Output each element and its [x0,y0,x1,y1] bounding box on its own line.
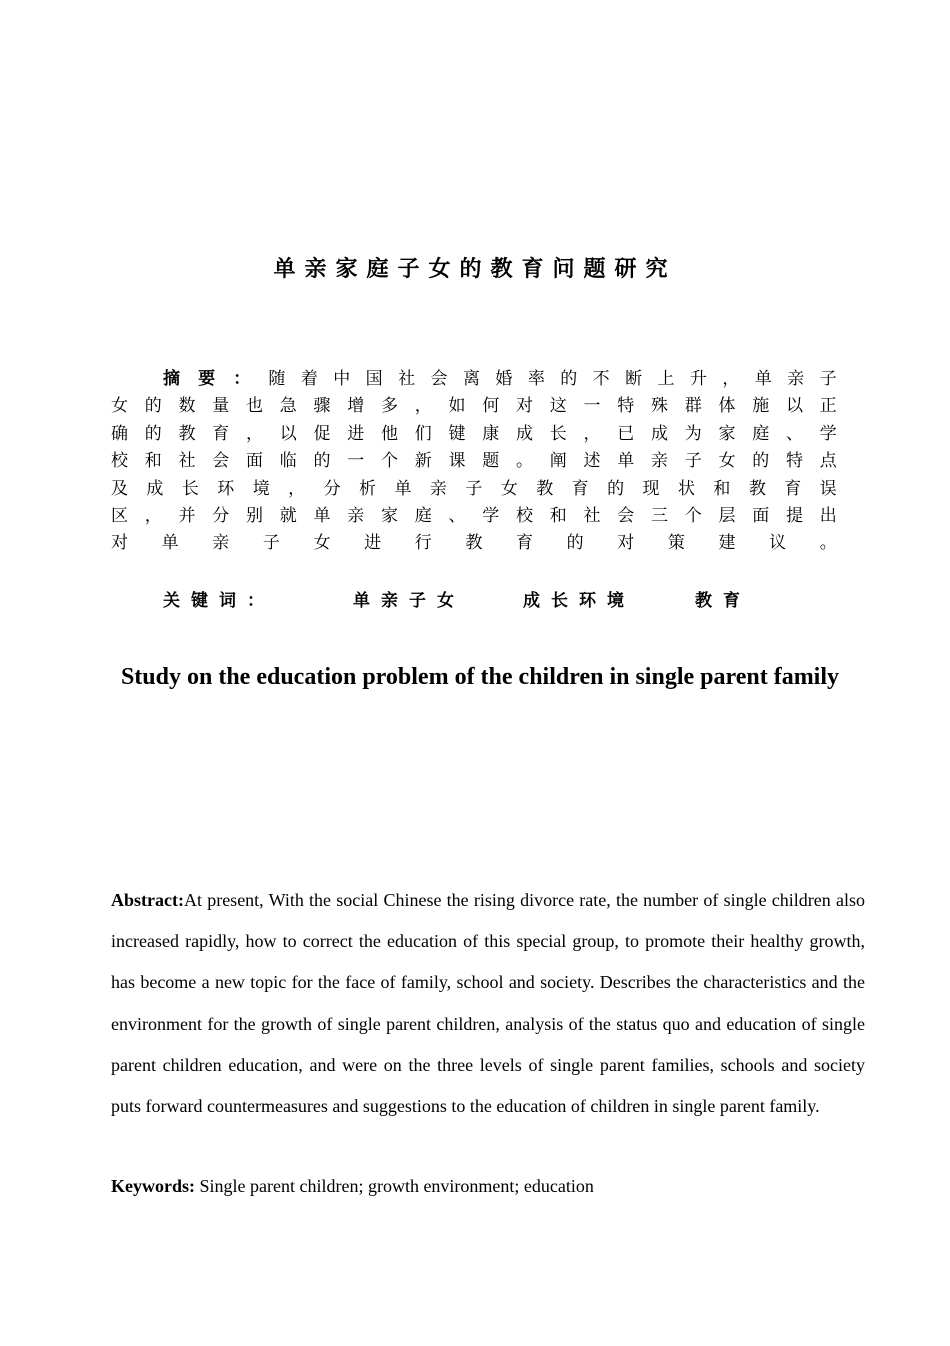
english-keywords-text: Single parent children; growth environment; education [195,1176,594,1196]
english-abstract-label: Abstract: [111,890,184,910]
chinese-keyword-3: 教育 [695,591,751,611]
english-abstract [111,880,865,1127]
english-keywords-label: Keywords: [111,1176,195,1196]
english-abstract-text: At present, With the social Chinese the rising divorce rate, the number of single children also increased rapidly, how to correct the education of this special group, to promote their healthy growth, has become a new topic for the face of family, school and society. Describes the characteristics and the environment for the growth of single parent children, analysis of the status quo and education of single parent children education, and were on the three levels of single parent families, schools and society puts forward countermeasures and suggestions to the education of children in single parent family. [111,890,865,1117]
english-title: Study on the education problem of the children in single parent family [120,664,840,690]
chinese-abstract-label: 摘要： [163,369,269,389]
chinese-keywords [163,588,751,614]
english-keywords [111,1172,594,1200]
chinese-keywords-label: 关键词： [163,591,275,611]
chinese-title: 单亲家庭子女的教育问题研究 [273,257,677,282]
chinese-keyword-2: 成长环境 [523,591,635,611]
chinese-abstract [111,366,852,558]
chinese-keyword-1: 单亲子女 [353,591,465,611]
chinese-abstract-text: 随着中国社会离婚率的不断上升，单亲子女的数量也急骤增多，如何对这一特殊群体施以正确的教育，以促进他们键康成长，已成为家庭、学校和社会面临的一个新课题。阐述单亲子女的特点及成长环境，分析单亲子女教育的现状和教育误区，并分别就单亲家庭、学校和社会三个层面提出对单亲子女进行教育的对策建议。 [111,369,852,554]
